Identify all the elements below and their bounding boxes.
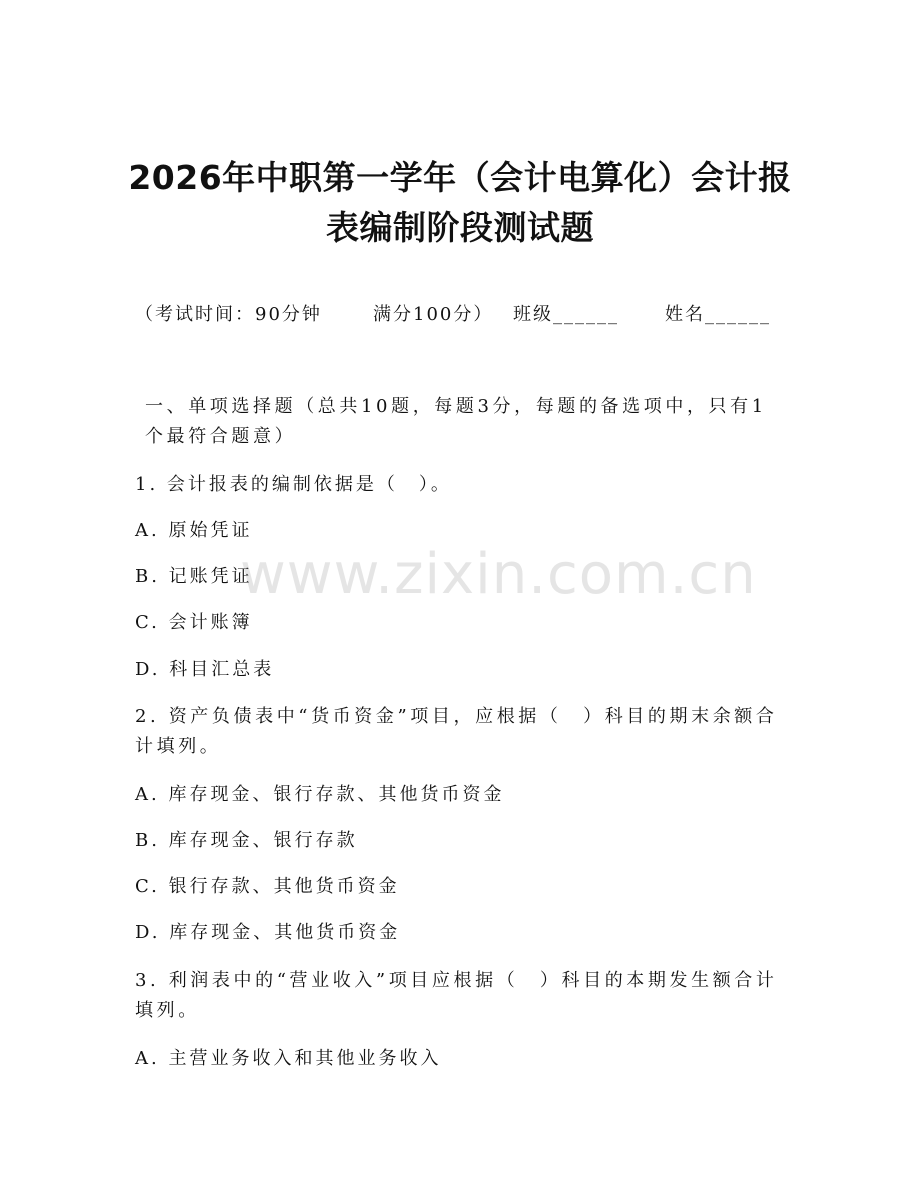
exam-info-row	[135, 300, 785, 330]
question-2-option-d: D. 库存现金、其他货币资金	[135, 922, 401, 943]
question-3-stem: 3. 利润表中的“营业收入”项目应根据（ ）科目的本期发生额合计填列。	[135, 970, 778, 1021]
question-1-option-a: A. 原始凭证	[135, 520, 253, 541]
exam-time: （考试时间：90分钟	[135, 304, 322, 325]
question-1-option-d: D. 科目汇总表	[135, 659, 275, 680]
question-1-option-b: B. 记账凭证	[135, 566, 253, 587]
question-2-stem: 2. 资产负债表中“货币资金”项目，应根据（ ）科目的期末余额合计填列。	[135, 706, 778, 757]
question-1-option-c: C. 会计账簿	[135, 612, 253, 633]
document-title-line-1: 2026年中职第一学年（会计电算化）会计报	[128, 158, 792, 197]
site-watermark: www.zixin.com.cn	[240, 542, 757, 607]
question-1-stem: 1. 会计报表的编制依据是（ ）。	[135, 474, 452, 495]
section-heading: 一、单项选择题（总共10题，每题3分，每题的备选项中，只有1个最符合题意）	[145, 396, 767, 447]
question-2-option-b: B. 库存现金、银行存款	[135, 830, 358, 851]
class-field: 班级______	[513, 304, 619, 325]
question-2-option-a: A. 库存现金、银行存款、其他货币资金	[135, 784, 505, 805]
document-title-line-2: 表编制阶段测试题	[326, 208, 594, 247]
question-3-option-a: A. 主营业务收入和其他业务收入	[135, 1048, 442, 1069]
name-field: 姓名______	[665, 304, 771, 325]
question-2-option-c: C. 银行存款、其他货币资金	[135, 876, 400, 897]
exam-full-score: 满分100分）	[373, 304, 494, 325]
